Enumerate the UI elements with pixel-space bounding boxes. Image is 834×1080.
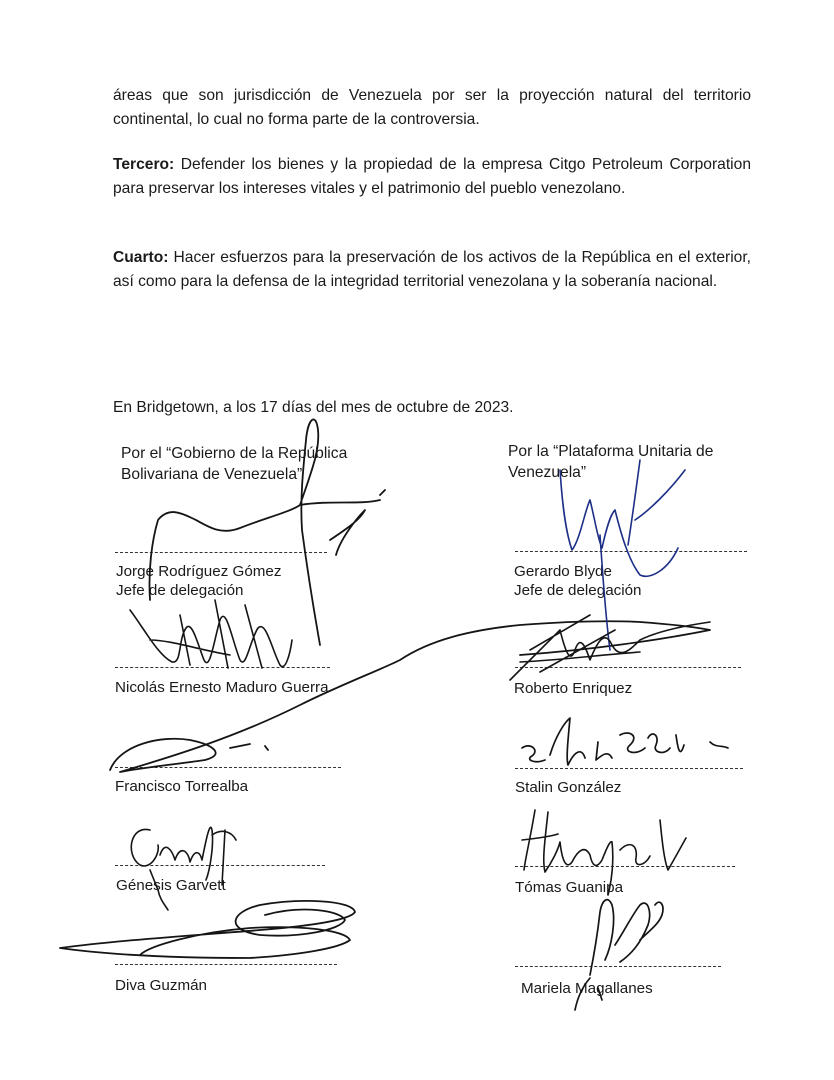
signatory-role: Jefe de delegación	[514, 582, 642, 599]
signature-line	[515, 866, 735, 867]
paragraph-tercero-text: Defender los bienes y la propiedad de la empresa Citgo Petroleum Corporation para preservar los intereses vitales y el patrimonio del pueblo venezolano.	[113, 156, 751, 197]
signature-line	[515, 667, 741, 668]
signature-line	[515, 551, 747, 552]
signatory-name: Mariela Magallanes	[521, 980, 653, 997]
signatory-name: Gerardo Blyde	[514, 563, 612, 580]
signature-line	[115, 964, 337, 965]
paragraph-cuarto-label: Cuarto:	[113, 249, 169, 266]
signatory-name: Génesis Garvett	[116, 877, 226, 894]
signatory-name: Diva Guzmán	[115, 977, 208, 994]
signatory-name: Stalin González	[515, 779, 622, 796]
signatory-name: Francisco Torrealba	[115, 778, 249, 795]
signature-line	[115, 767, 341, 768]
signature-line	[115, 552, 327, 553]
paragraph-cuarto	[113, 246, 751, 294]
paragraph-tercero	[113, 153, 751, 201]
paragraph-tercero-label: Tercero:	[113, 156, 175, 173]
party-government: Por el “Gobierno de la República Bolivariana de Venezuela”	[121, 445, 348, 483]
paragraph-cuarto-text: Hacer esfuerzos para la preservación de los activos de la República en el exterior, así como para la defensa de la integridad territorial venezolana y la soberanía nacional.	[113, 249, 751, 290]
signatory-name: Tómas Guanipa	[515, 879, 624, 896]
signature-maduro-guerra	[130, 600, 292, 668]
signatory-name: Jorge Rodríguez Gómez	[116, 563, 282, 580]
signature-line	[515, 768, 743, 769]
place-date: En Bridgetown, a los 17 días del mes de octubre de 2023.	[113, 399, 514, 416]
paragraph-continuation-text: áreas que son jurisdicción de Venezuela por ser la proyección natural del territorio continental, lo cual no forma parte de la controversia.	[113, 87, 751, 128]
signature-blyde	[560, 460, 685, 650]
party-opposition: Por la “Plataforma Unitaria de Venezuela”	[508, 443, 714, 481]
signature-garvett	[131, 827, 236, 910]
signature-line	[515, 966, 721, 967]
paragraph-continuation	[113, 84, 751, 132]
signature-gonzalez	[522, 718, 728, 765]
signature-guzman	[60, 901, 355, 958]
signature-enriquez	[510, 615, 710, 680]
signatory-role: Jefe de delegación	[116, 582, 244, 599]
signatory-name: Nicolás Ernesto Maduro Guerra	[115, 679, 329, 696]
signature-line	[115, 865, 325, 866]
signatory-name: Roberto Enriquez	[514, 680, 633, 697]
signature-line	[115, 667, 330, 668]
